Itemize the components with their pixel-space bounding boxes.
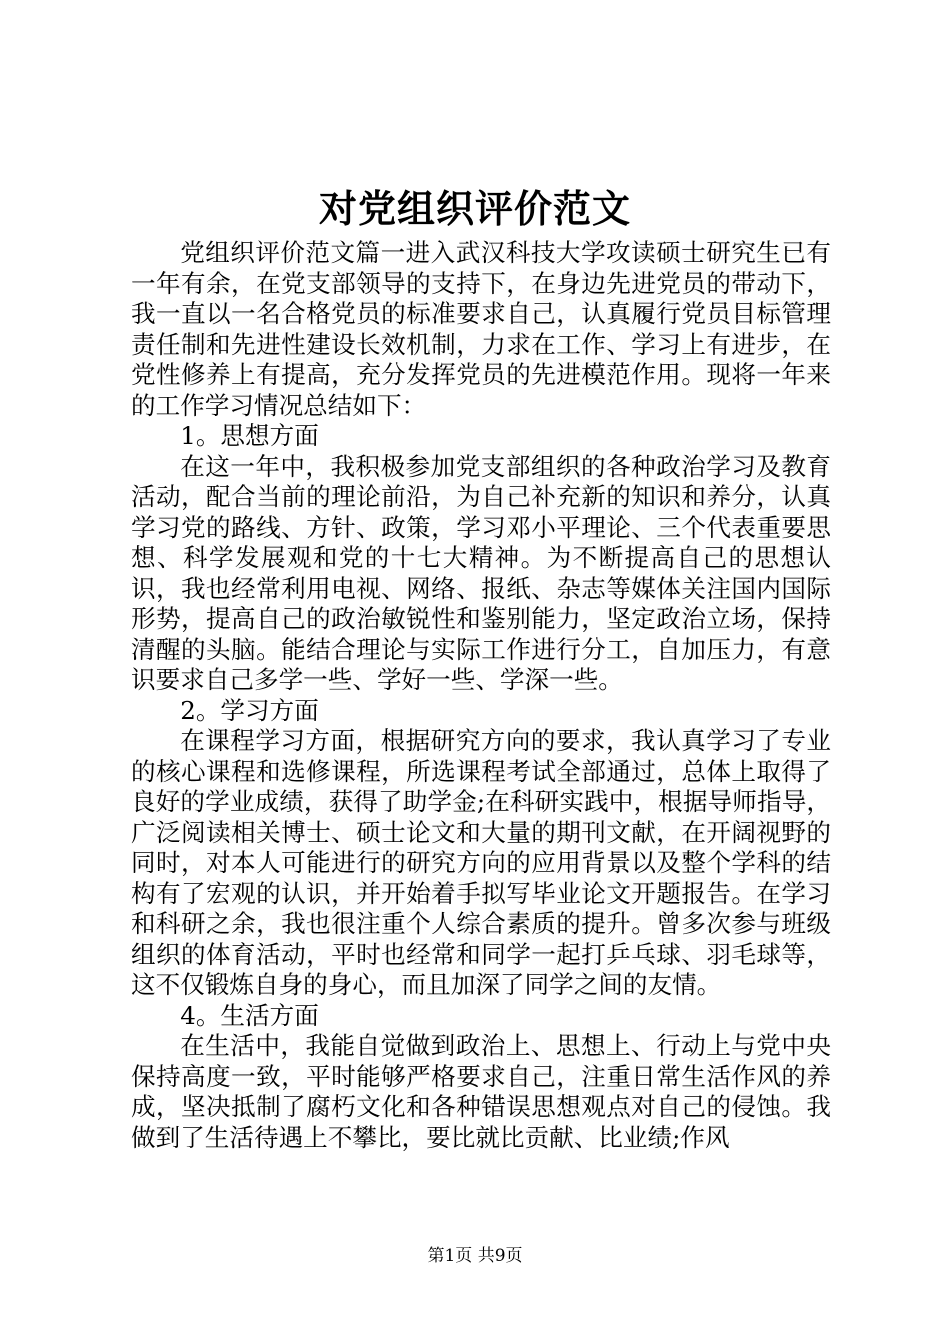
- section-heading-thought: 1。思想方面: [180, 421, 319, 450]
- life-paragraph: 在生活中，我能自觉做到政治上、思想上、行动上与党中央保持高度一致，平时能够严格要求自己，注重日常生活作风的养成，坚决抵制了腐朽文化和各种错误思想观点对自己的侵蚀。我做到了生活待遇上不攀比，要比就比贡献、比业绩;作风: [131, 1031, 831, 1152]
- section-heading-study: 2。学习方面: [180, 695, 319, 725]
- section-heading-life: 4。生活方面: [180, 1000, 319, 1030]
- thought-paragraph: 在这一年中，我积极参加党支部组织的各种政治学习及教育活动，配合当前的理论前沿，为自己补充新的知识和养分，认真学习党的路线、方针、政策，学习邓小平理论、三个代表重要思想、科学发展观和党的十七大精神。为不断提高自己的思想认识，我也经常利用电视、网络、报纸、杂志等媒体关注国内国际形势，提高自己的政治敏锐性和鉴别能力，坚定政治立场，保持清醒的头脑。能结合理论与实际工作进行分工，自加压力，有意识要求自己多学一些、学好一些、学深一些。: [131, 451, 831, 694]
- document-body: [131, 238, 831, 1153]
- study-paragraph: 在课程学习方面，根据研究方向的要求，我认真学习了专业的核心课程和选修课程，所选课程考试全部通过，总体上取得了良好的学业成绩，获得了助学金;在科研实践中，根据导师指导，广泛阅读相关博士、硕士论文和大量的期刊文献，在开阔视野的同时，对本人可能进行的研究方向的应用背景以及整个学科的结构有了宏观的认识，并开始着手拟写毕业论文开题报告。在学习和科研之余，我也很注重个人综合素质的提升。曾多次参与班级组织的体育活动，平时也经常和同学一起打乒乓球、羽毛球等，这不仅锻炼自身的身心，而且加深了同学之间的友情。: [131, 726, 831, 999]
- document-title: 对党组织评价范文: [318, 186, 631, 231]
- intro-paragraph: 党组织评价范文篇一进入武汉科技大学攻读硕士研究生已有一年有余，在党支部领导的支持下，在身边先进党员的带动下，我一直以一名合格党员的标准要求自己，认真履行党员目标管理责任制和先进性建设长效机制，力求在工作、学习上有进步，在党性修养上有提高，充分发挥党员的先进模范作用。现将一年来的工作学习情况总结如下：: [131, 238, 831, 420]
- page-footer: 第1页 共9页: [427, 1246, 523, 1266]
